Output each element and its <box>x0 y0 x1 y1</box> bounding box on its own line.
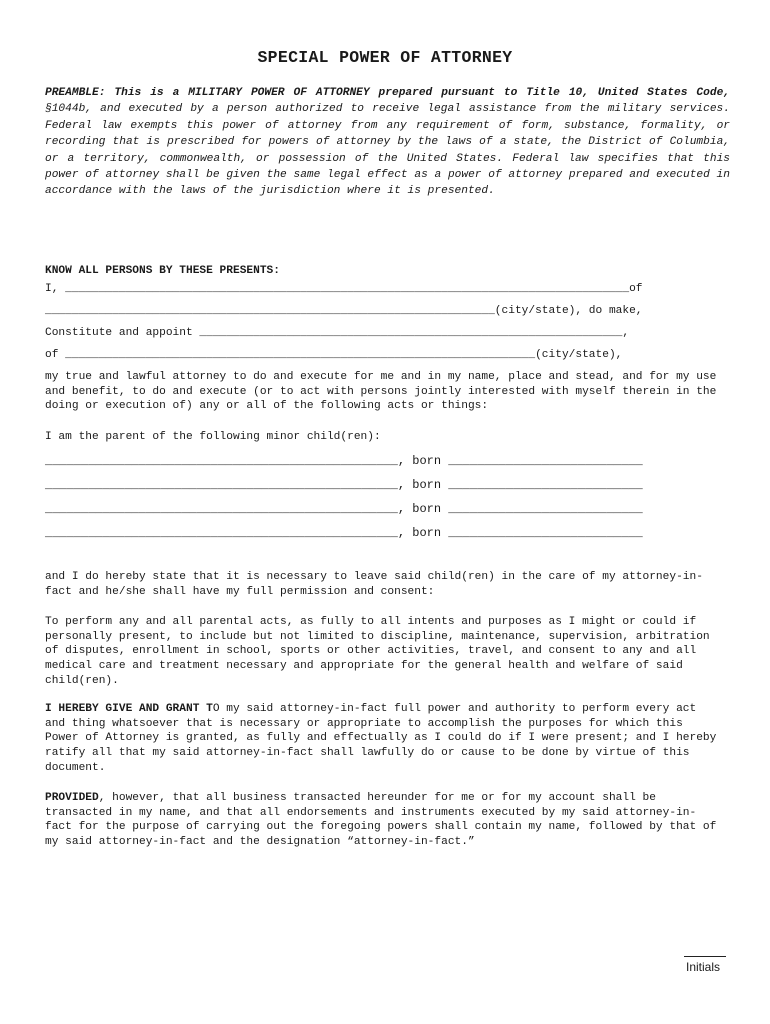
parent-statement: I am the parent of the following minor child(ren): <box>45 431 381 443</box>
initials-blank[interactable] <box>684 956 726 957</box>
state-paragraph: and I do hereby state that it is necessary to leave said child(ren) in the care of my attorney-in-fact and he/she shall have my full permission and consent: <box>45 571 703 598</box>
child-row-2[interactable]: _________________________________________________, born ___________________________ <box>45 478 643 492</box>
principal-city-line[interactable]: ___________________________________________________________________(city/state), do make, <box>45 305 643 317</box>
grant-paragraph <box>45 702 723 776</box>
attorney-name-line[interactable]: Constitute and appoint _______________________________________________________________, <box>45 327 630 339</box>
preamble-text: §1044b, and executed by a person authorized to receive legal assistance from the military services. Federal law exempts this power of attorney from any requirement of form, substance, formality, or recording that is prescribed for powers of attorney by the laws of a state, the District of Columbia, or a territory, commonwealth, or possession of the United States. Federal law specifies that this power of attorney shall be given the same legal effect as a power of attorney prepared and executed in accordance with the laws of the jurisdiction where it is presented. <box>45 103 730 198</box>
provided-lead: PROVIDED <box>45 792 99 804</box>
provided-paragraph <box>45 791 723 850</box>
grant-lead: I HEREBY GIVE AND GRANT T <box>45 703 213 715</box>
child-row-4[interactable]: _________________________________________________, born ___________________________ <box>45 526 643 540</box>
preamble-paragraph <box>45 85 730 200</box>
grant-text: O my said attorney-in-fact full power and authority to perform every act and thing whatsoever that is necessary or appropriate to accomplish the purposes for which this Power of Attorney is granted, as fully and effectually as I could do if I were present; and I hereby ratify all that my said attorney-in-fact shall lawfully do or cause to be done by virtue of this document. <box>45 703 717 774</box>
initials-label: Initials <box>686 960 721 974</box>
principal-name-line[interactable]: I, ____________________________________________________________________________________of <box>45 283 643 295</box>
child-row-3[interactable]: _________________________________________________, born ___________________________ <box>45 502 643 516</box>
preamble-lead: PREAMBLE: This is a MILITARY POWER OF ATTORNEY prepared pursuant to Title 10, United States Code, <box>45 87 730 99</box>
know-all-heading: KNOW ALL PERSONS BY THESE PRESENTS: <box>45 265 280 277</box>
attorney-paragraph: my true and lawful attorney to do and execute for me and in my name, place and stead, and for my use and benefit, to do and execute (or to act with persons jointly interested with myself therein in the doing or execution of) any or all of the following acts or things: <box>45 371 717 413</box>
perform-paragraph: To perform any and all parental acts, as fully to all intents and purposes as I might or could if personally present, to include but not limited to discipline, maintenance, supervision, arbitration of disputes, enrollment in school, sports or other activities, travel, and consent to any and all medical care and treatment necessary and appropriate for the general health and welfare of said child(ren). <box>45 616 710 687</box>
attorney-city-line[interactable]: of ______________________________________________________________________(city/state), <box>45 349 623 361</box>
provided-text: , however, that all business transacted hereunder for me or for my account shall be transacted in my name, and that all endorsements and instruments executed by my said attorney-in-fact for the purpose of carrying out the foregoing powers shall contain my name, followed by that of my said attorney-in-fact and the designation “attorney-in-fact.” <box>45 792 717 849</box>
document-title: SPECIAL POWER OF ATTORNEY <box>257 48 513 67</box>
child-row-1[interactable]: _________________________________________________, born ___________________________ <box>45 454 643 468</box>
